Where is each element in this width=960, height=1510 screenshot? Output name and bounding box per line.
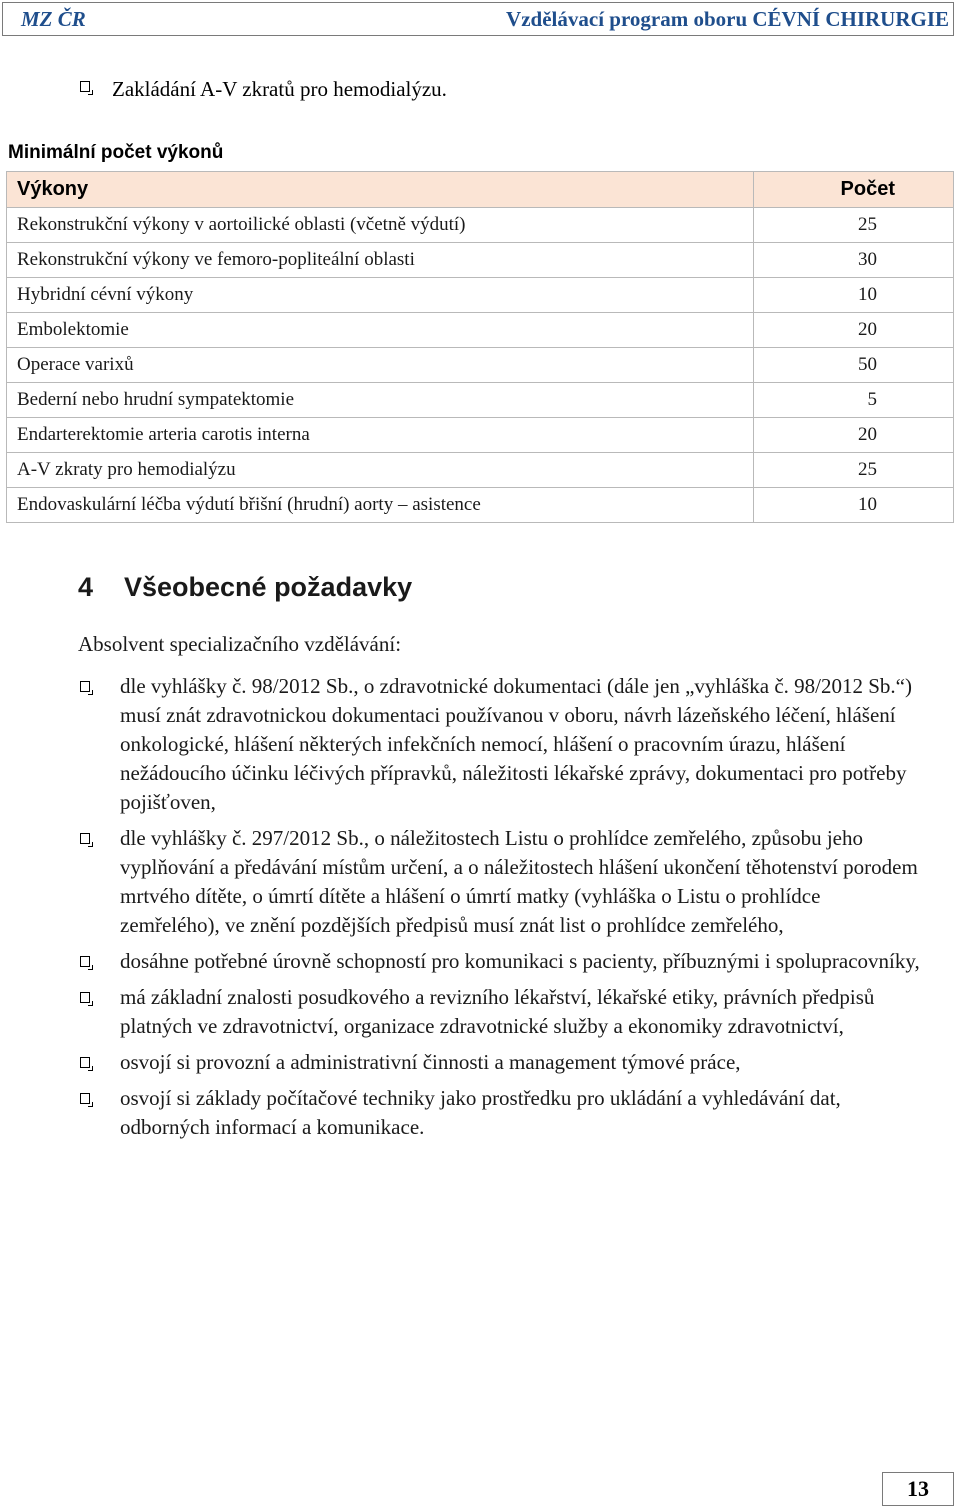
procedures-table [6,171,954,523]
page-header [2,2,954,36]
list-item-text: osvojí si provozní a administrativní činnosti a management týmové práce, [120,1050,741,1074]
table-row [7,348,954,383]
table-row [7,488,954,523]
count-cell: 30 [754,243,954,278]
table-row [7,383,954,418]
count-cell: 20 [754,418,954,453]
procedure-cell: Hybridní cévní výkony [7,278,754,313]
procedure-cell: A-V zkraty pro hemodialýzu [7,453,754,488]
list-item [80,947,920,976]
count-cell: 50 [754,348,954,383]
count-cell: 25 [754,208,954,243]
section-title: Všeobecné požadavky [124,572,413,602]
list-item-text: dle vyhlášky č. 98/2012 Sb., o zdravotnické dokumentaci (dále jen „vyhláška č. 98/2012 Sb.“) musí znát zdravotnickou dokumentaci používanou v oboru, návrh lázeňského léčení, hlášení onkologické, hlášení některých infekčních nemocí, hlášení o pracovním úrazu, hlášení nežádoucího účinku léčivých přípravků, náležitosti lékařské zprávy, dokumentaci pro potřeby pojišťoven, [120,674,912,814]
list-item [80,672,920,817]
list-item [80,1048,920,1077]
page-number: 13 [882,1472,954,1506]
square-bullet-icon [80,992,90,1003]
column-header-procedure: Výkony [7,172,754,208]
procedure-cell: Endarterektomie arteria carotis interna [7,418,754,453]
section-heading [78,572,412,603]
count-cell: 10 [754,278,954,313]
header-program-title: Vzdělávací program oboru CÉVNÍ CHIRURGIE [506,6,949,31]
section-number: 4 [78,572,94,602]
square-bullet-icon [80,833,90,844]
list-item [80,74,447,104]
list-item-text: Zakládání A-V zkratů pro hemodialýzu. [112,77,447,101]
list-item-text: má základní znalosti posudkového a revizního lékařství, lékařské etiky, právních předpisů platných ve zdravotnictví, organizace zdravotnické služby a ekonomiky zdravotnictví, [120,985,875,1038]
procedure-cell: Rekonstrukční výkony ve femoro-popliteální oblasti [7,243,754,278]
procedure-cell: Operace varixů [7,348,754,383]
list-item [80,1084,920,1142]
table-row [7,418,954,453]
count-cell: 25 [754,453,954,488]
list-item [80,824,920,940]
table-row [7,208,954,243]
procedure-cell: Bederní nebo hrudní sympatektomie [7,383,754,418]
procedure-cell: Embolektomie [7,313,754,348]
table-row [7,243,954,278]
section-intro: Absolvent specializačního vzdělávání: [78,632,402,656]
list-item-text: osvojí si základy počítačové techniky jako prostředku pro ukládání a vyhledávání dat, odborných informací a komunikace. [120,1086,841,1139]
square-bullet-icon [80,1093,90,1104]
procedure-cell: Rekonstrukční výkony v aortoilické oblasti (včetně výdutí) [7,208,754,243]
square-bullet-icon [80,956,90,967]
square-bullet-icon [80,1057,90,1068]
count-cell: 10 [754,488,954,523]
count-cell: 5 [754,383,954,418]
list-item-text: dle vyhlášky č. 297/2012 Sb., o náležitostech Listu o prohlídce zemřelého, způsobu jeho vyplňování a předávání místům určení, a o náležitostech hlášení ukončení těhotenství porodem mrtvého dítěte, o úmrtí dítěte a hlášení o úmrtí matky (vyhláška o Listu o prohlídce zemřelého), ve znění pozdějších předpisů musí znát list o prohlídce zemřelého, [120,826,918,937]
column-header-count: Počet [754,172,954,208]
list-item-text: dosáhne potřebné úrovně schopností pro komunikaci s pacienty, příbuznými i spolupracovníky, [120,949,920,973]
requirements-list [80,672,920,1149]
square-bullet-icon [80,81,90,92]
header-ministry: MZ ČR [21,6,86,31]
table-header-row [7,172,954,208]
table-row [7,278,954,313]
square-bullet-icon [80,681,90,692]
list-item [80,983,920,1041]
table-title: Minimální počet výkonů [8,142,224,163]
count-cell: 20 [754,313,954,348]
table-row [7,453,954,488]
table-row [7,313,954,348]
procedure-cell: Endovaskulární léčba výdutí břišní (hrudní) aorty – asistence [7,488,754,523]
